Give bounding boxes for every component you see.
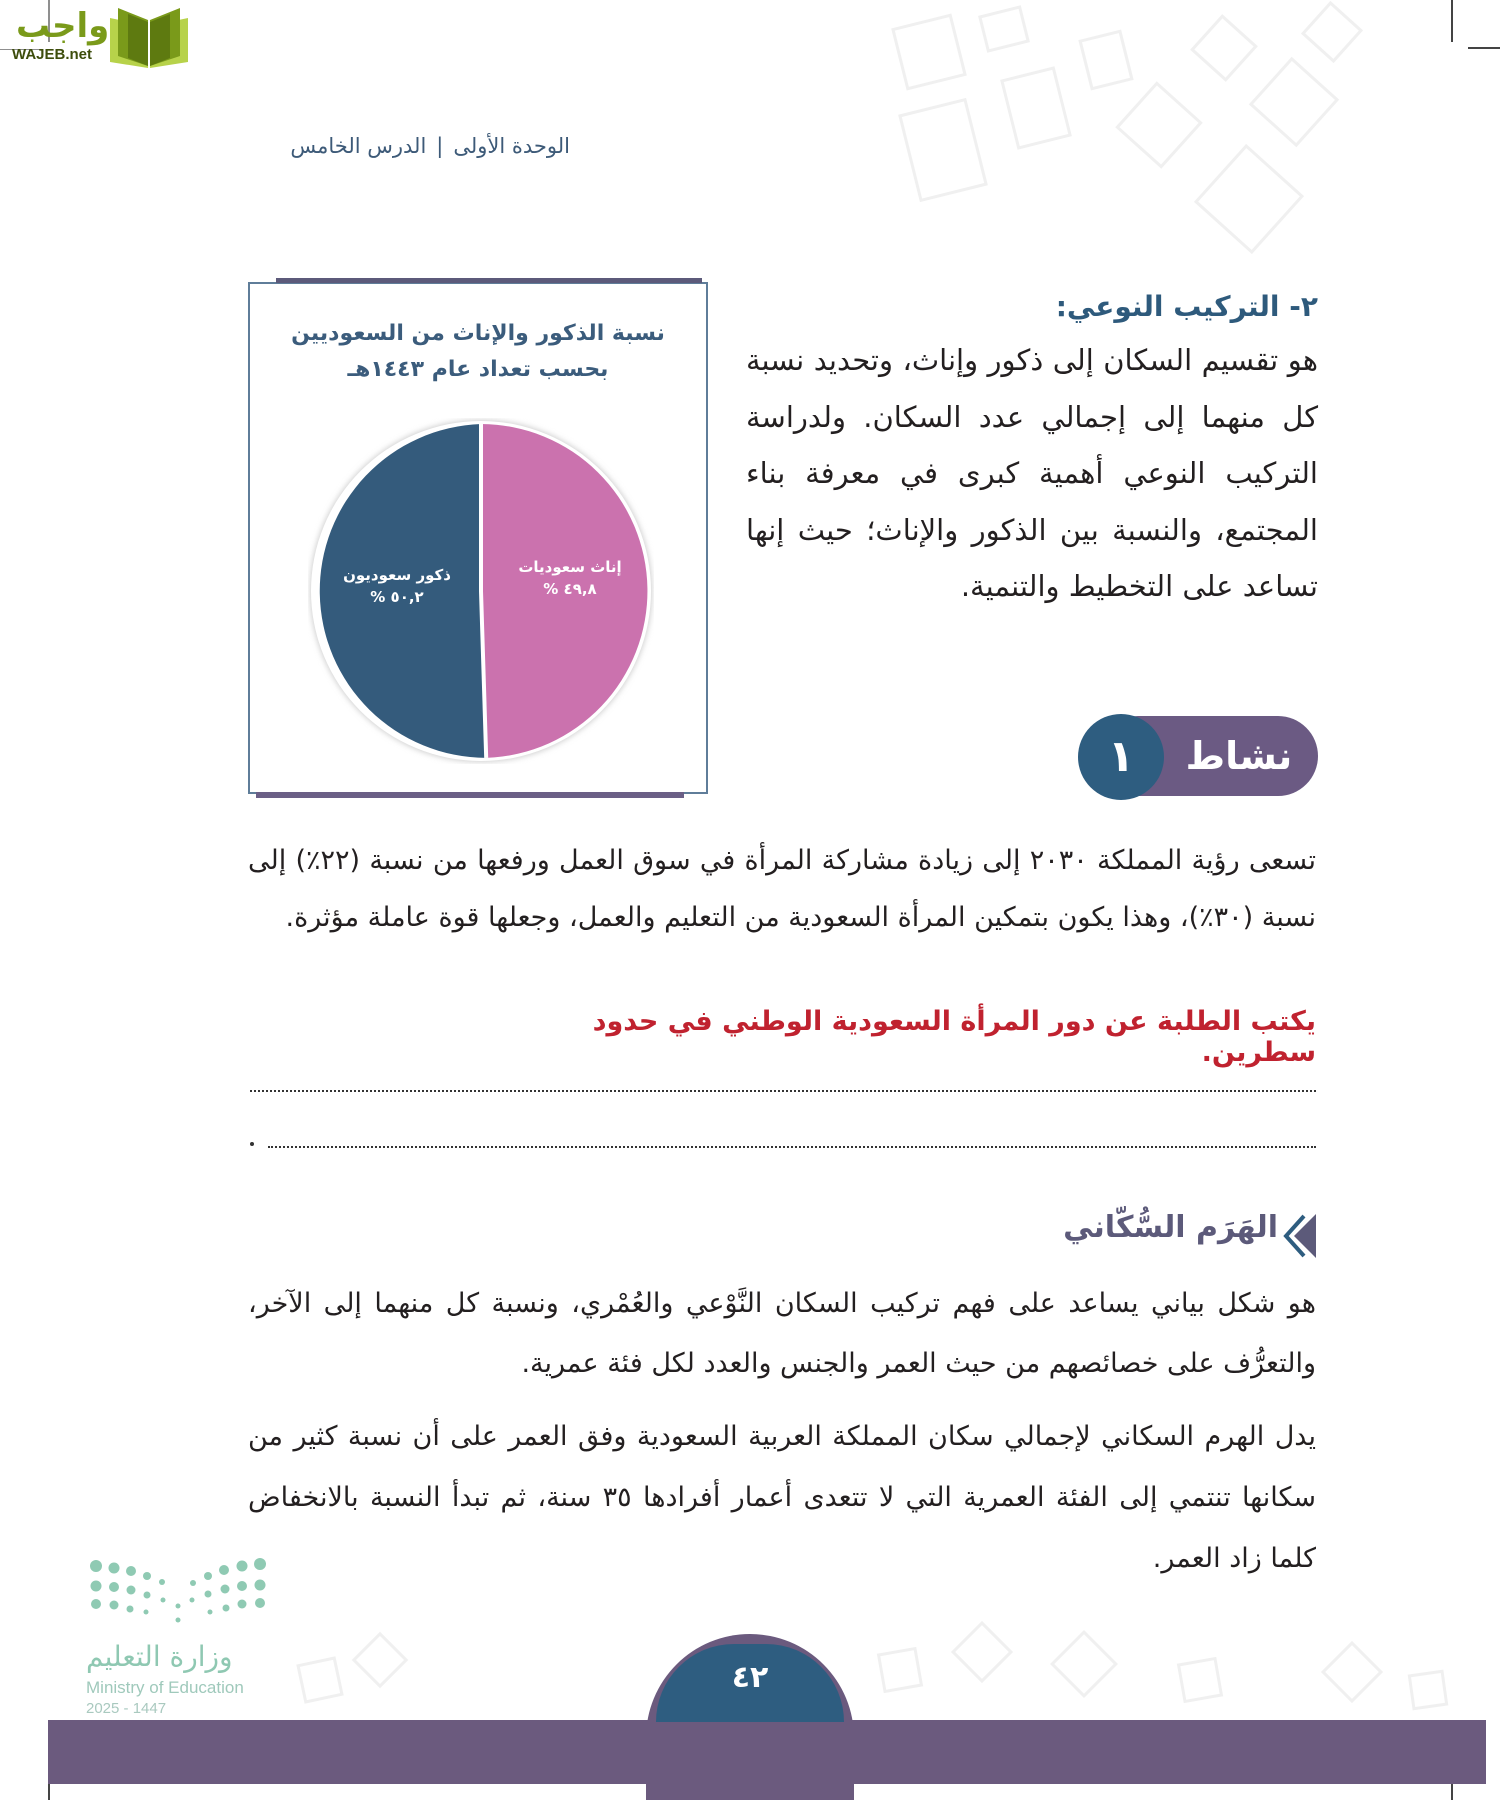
activity-answer: يكتب الطلبة عن دور المرأة السعودية الوطني في حدود سطرين. xyxy=(592,1006,1316,1068)
decorative-square xyxy=(1301,1,1363,63)
decorative-square xyxy=(1050,1630,1118,1698)
breadcrumb-separator: | xyxy=(436,134,444,158)
breadcrumb-lesson: الدرس الخامس xyxy=(290,134,427,158)
activity-number: ١ xyxy=(1107,731,1135,782)
wajeb-logo-english: WAJEB.net xyxy=(12,46,93,63)
ministry-year: 2025 - 1447 xyxy=(86,1700,167,1717)
decorative-square xyxy=(1194,144,1304,254)
section-title-gender-composition: ٢- التركيب النوعي: xyxy=(1055,290,1318,323)
pie-label-males-name: ذكور سعوديون xyxy=(343,566,451,584)
decorative-square xyxy=(891,13,967,90)
section-title-population-pyramid: الهَرَم السُّكّاني xyxy=(1063,1210,1278,1245)
pie-label-males-value: ٥٠,٢ % xyxy=(370,588,424,606)
pie-label-females-name: إناث سعوديات xyxy=(518,558,622,576)
decorative-square xyxy=(1177,1657,1223,1703)
decorative-square xyxy=(1190,14,1258,82)
decorative-square xyxy=(898,98,988,202)
ministry-logo-dots-icon xyxy=(84,1556,274,1636)
decorative-square xyxy=(1321,1641,1383,1703)
decorative-square xyxy=(296,1656,343,1703)
footer-bar xyxy=(48,1720,1486,1784)
pyramid-paragraph-2: يدل الهرم السكاني لإجمالي سكان المملكة العربية السعودية وفق العمر على أن نسبة كثير من سكانها تنتمي إلى الفئة العمرية التي لا تتعدى أعمار أفرادها ٣٥ سنة، ثم تبدأ النسبة بالانخفاض كلما زاد العمر. xyxy=(248,1421,1316,1574)
pie-label-females-value: ٤٩,٨ % xyxy=(543,580,597,598)
open-book-icon xyxy=(108,6,190,68)
decorative-square xyxy=(978,5,1030,53)
chart-frame-top-bar xyxy=(276,278,702,283)
chart-title-line-2: بحسب تعداد عام ١٤٤٣هـ xyxy=(347,357,609,382)
pyramid-paragraph-1: هو شكل بياني يساعد على فهم تركيب السكان النَّوْعي والعُمْري، ونسبة كل منهما إلى الآخر، والتعرُّف على خصائصهم من حيث العمر والجنس والعدد لكل فئة عمرية. xyxy=(248,1288,1316,1379)
crop-mark xyxy=(1451,0,1453,42)
double-chevron-icon xyxy=(1282,1212,1318,1260)
pie-label-females xyxy=(505,556,635,600)
page-number: ٤٢ xyxy=(731,1660,769,1695)
answer-line-2-end-dot xyxy=(250,1142,254,1146)
wajeb-watermark-logo xyxy=(8,4,193,70)
ministry-name-arabic: وزارة التعليم xyxy=(86,1640,233,1673)
decorative-square xyxy=(1000,66,1072,149)
decorative-square xyxy=(877,1647,923,1693)
pie-label-males xyxy=(332,564,462,608)
decorative-square xyxy=(951,1621,1013,1683)
section-paragraph-gender-composition: هو تقسيم السكان إلى ذكور وإناث، وتحديد نسبة كل منهما إلى إجمالي عدد السكان. ولدراسة التركيب النوعي أهمية كبرى في معرفة بناء المجتمع، والنسبة بين الذكور والإناث؛ حيث إنها تساعد على التخطيط والتنمية. xyxy=(746,343,1318,603)
section-heading-population-pyramid xyxy=(1060,1204,1320,1264)
chart-title xyxy=(260,316,696,388)
answer-line-1[interactable] xyxy=(250,1090,1316,1092)
crop-mark xyxy=(1468,47,1500,49)
answer-line-2[interactable] xyxy=(268,1146,1316,1148)
activity-paragraph: تسعى رؤية المملكة ٢٠٣٠ إلى زيادة مشاركة المرأة في سوق العمل ورفعها من نسبة (٢٢٪) إلى نسبة (٣٠٪)، وهذا يكون بتمكين المرأة السعودية من التعليم والعمل، وجعلها قوة عاملة مؤثرة. xyxy=(248,845,1316,933)
chart-frame-bottom-bar xyxy=(256,792,684,798)
activity-label: نشاط xyxy=(1185,734,1293,778)
ministry-name-english: Ministry of Education xyxy=(86,1678,244,1697)
chart-title-line-1: نسبة الذكور والإناث من السعوديين xyxy=(291,321,665,346)
decorative-square xyxy=(1078,29,1133,90)
breadcrumb-unit: الوحدة الأولى xyxy=(453,134,570,158)
decorative-square xyxy=(1249,57,1339,147)
decorative-square xyxy=(1115,81,1203,169)
activity-badge xyxy=(1078,714,1318,800)
decorative-square xyxy=(352,1632,409,1689)
breadcrumb xyxy=(240,134,570,158)
decorative-square xyxy=(1408,1670,1449,1711)
wajeb-logo-arabic: واجب xyxy=(16,6,110,46)
